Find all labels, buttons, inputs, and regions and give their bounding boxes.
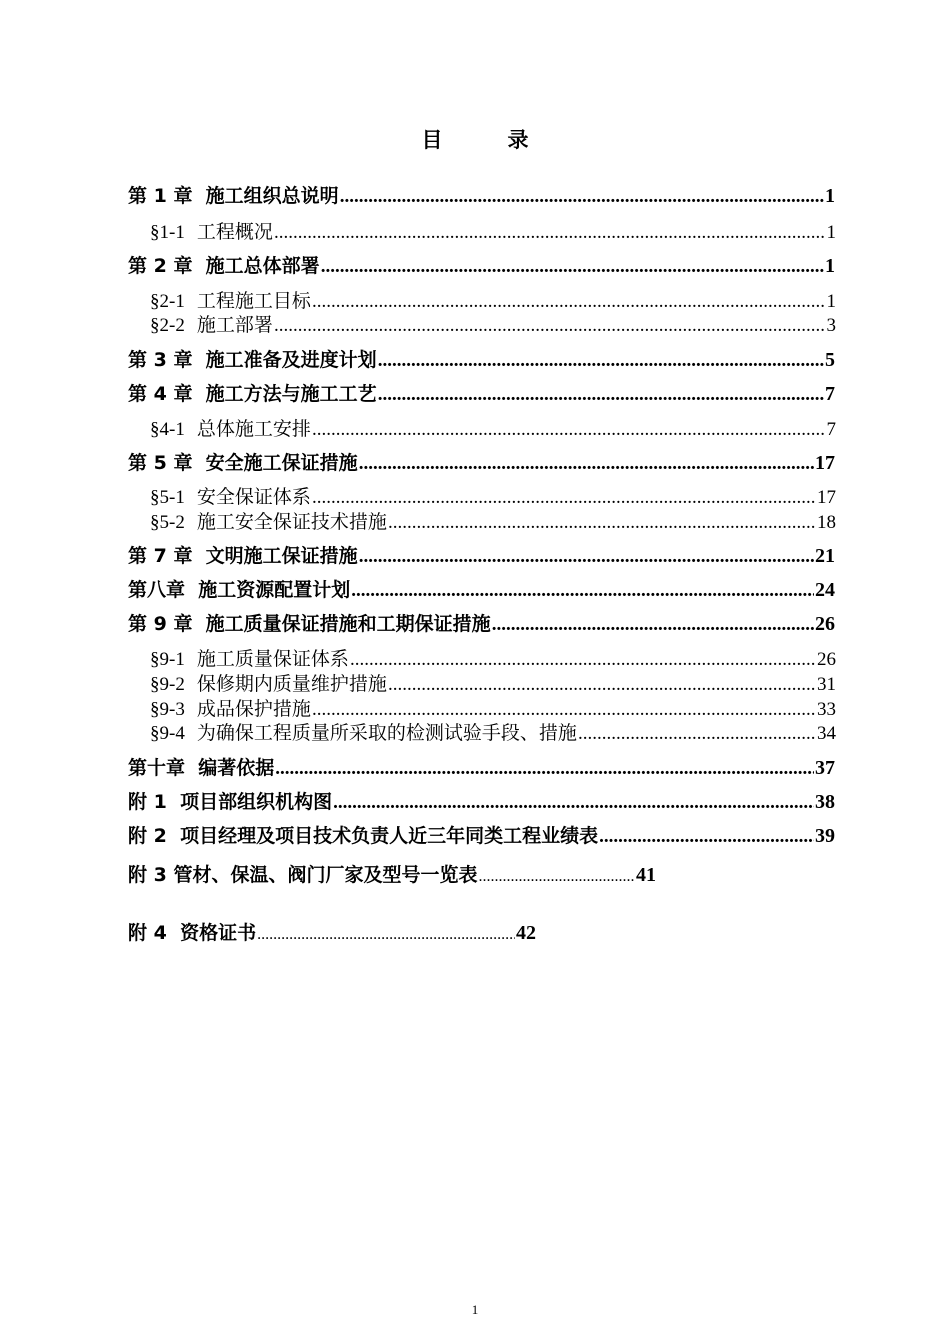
toc-label: 工程施工目标 xyxy=(196,290,311,312)
toc-chapter-10[interactable] xyxy=(128,753,835,780)
toc-section-9-2[interactable] xyxy=(150,669,836,696)
toc-section-9-3[interactable] xyxy=(150,694,836,721)
toc-section-4-1[interactable] xyxy=(150,414,836,441)
dot-leader xyxy=(599,826,814,848)
toc-label: 施工部署 xyxy=(196,314,273,336)
toc-number: §9-3 xyxy=(150,699,185,720)
dot-leader xyxy=(340,186,824,208)
toc-number: §4-1 xyxy=(150,419,185,440)
toc-page: 21 xyxy=(815,545,835,567)
toc-label: 附 2 项目经理及项目技术负责人近三年同类工程业绩表 xyxy=(128,825,599,847)
toc-section-5-2[interactable] xyxy=(150,507,836,534)
dot-leader xyxy=(378,350,824,372)
toc-chapter-2[interactable] xyxy=(128,251,835,278)
toc-label: 为确保工程质量所采取的检测试验手段、措施 xyxy=(196,722,577,744)
toc-appendix-1[interactable] xyxy=(128,787,835,814)
dot-leader xyxy=(388,512,816,534)
toc-label: 第 5 章 安全施工保证措施 xyxy=(128,452,358,474)
toc-chapter-3[interactable] xyxy=(128,345,835,372)
toc-label: 第 9 章 施工质量保证措施和工期保证措施 xyxy=(128,613,491,635)
toc-label: 第十章 编著依据 xyxy=(128,757,275,779)
toc-label: 保修期内质量维护措施 xyxy=(196,673,387,695)
toc-page: 26 xyxy=(817,649,836,670)
dot-leader xyxy=(578,723,816,745)
toc-label: 第 2 章 施工总体部署 xyxy=(128,255,320,277)
toc-page: 38 xyxy=(815,791,835,813)
toc-appendix-3[interactable] xyxy=(128,860,656,887)
page-title: 目 录 xyxy=(421,128,551,152)
toc-page: 31 xyxy=(817,674,836,695)
toc-page: 42 xyxy=(516,922,536,944)
dot-leader xyxy=(378,384,824,406)
dot-leader xyxy=(312,419,826,441)
toc-label: 第 3 章 施工准备及进度计划 xyxy=(128,349,377,371)
toc-page: 26 xyxy=(815,613,835,635)
page-number: 1 xyxy=(471,1302,479,1317)
toc-number: §5-1 xyxy=(150,487,185,508)
toc-page: 1 xyxy=(826,222,836,243)
dot-leader xyxy=(333,792,814,814)
dot-leader xyxy=(492,614,814,636)
toc-number: §9-4 xyxy=(150,723,185,744)
dot-leader xyxy=(351,580,814,602)
toc-chapter-7[interactable] xyxy=(128,541,835,568)
dot-leader xyxy=(359,546,814,568)
toc-label: 安全保证体系 xyxy=(196,486,311,508)
toc-label: 第 7 章 文明施工保证措施 xyxy=(128,545,358,567)
toc-number: §2-1 xyxy=(150,291,185,312)
dot-leader xyxy=(388,674,816,696)
toc-label: 附 3 管材、保温、阀门厂家及型号一览表 xyxy=(128,864,478,886)
toc-number: §1-1 xyxy=(150,222,185,243)
toc-page: 7 xyxy=(825,383,835,405)
dot-leader xyxy=(257,926,515,944)
toc-number: §9-1 xyxy=(150,649,185,670)
toc-number: §9-2 xyxy=(150,674,185,695)
toc-section-1-1[interactable] xyxy=(150,217,836,244)
toc-page: 1 xyxy=(826,291,836,312)
toc-chapter-8[interactable] xyxy=(128,575,835,602)
toc-section-9-4[interactable] xyxy=(150,718,836,745)
toc-page: 1 xyxy=(825,255,835,277)
toc-number: §5-2 xyxy=(150,512,185,533)
toc-page: 37 xyxy=(815,757,835,779)
dot-leader xyxy=(275,758,814,780)
toc-label: 附 4 资格证书 xyxy=(128,922,257,944)
toc-page: 7 xyxy=(826,419,836,440)
toc-page: 39 xyxy=(815,825,835,847)
toc-chapter-4[interactable] xyxy=(128,379,835,406)
toc-section-5-1[interactable] xyxy=(150,482,836,509)
toc-label: 第八章 施工资源配置计划 xyxy=(128,579,351,601)
dot-leader xyxy=(274,222,826,244)
toc-chapter-1[interactable] xyxy=(128,181,835,208)
toc-label: 第 1 章 施工组织总说明 xyxy=(128,185,339,207)
toc-page: 18 xyxy=(817,512,836,533)
toc-appendix-4[interactable] xyxy=(128,918,536,945)
toc-page: 34 xyxy=(817,723,836,744)
toc-label: 第 4 章 施工方法与施工工艺 xyxy=(128,383,377,405)
toc-page: 5 xyxy=(825,349,835,371)
toc-appendix-2[interactable] xyxy=(128,821,835,848)
dot-leader xyxy=(359,453,814,475)
toc-label: 成品保护措施 xyxy=(196,698,311,720)
toc-page: 1 xyxy=(825,185,835,207)
toc-label: 总体施工安排 xyxy=(196,418,311,440)
toc-chapter-9[interactable] xyxy=(128,609,835,636)
toc-label: 工程概况 xyxy=(196,221,273,243)
toc-page: 17 xyxy=(815,452,835,474)
toc-page: 41 xyxy=(636,864,656,886)
toc-number: §2-2 xyxy=(150,315,185,336)
toc-page: 33 xyxy=(817,699,836,720)
toc-page: 17 xyxy=(817,487,836,508)
toc-section-2-1[interactable] xyxy=(150,286,836,313)
toc-label: 施工安全保证技术措施 xyxy=(196,511,387,533)
dot-leader xyxy=(478,868,635,886)
dot-leader xyxy=(350,649,816,671)
toc-page: 24 xyxy=(815,579,835,601)
toc-section-9-1[interactable] xyxy=(150,644,836,671)
dot-leader xyxy=(312,487,816,509)
dot-leader xyxy=(274,315,826,337)
toc-page: 3 xyxy=(826,315,836,336)
toc-chapter-5[interactable] xyxy=(128,448,835,475)
toc-section-2-2[interactable] xyxy=(150,310,836,337)
toc-label: 附 1 项目部组织机构图 xyxy=(128,791,333,813)
dot-leader xyxy=(321,256,824,278)
toc-label: 施工质量保证体系 xyxy=(196,648,349,670)
